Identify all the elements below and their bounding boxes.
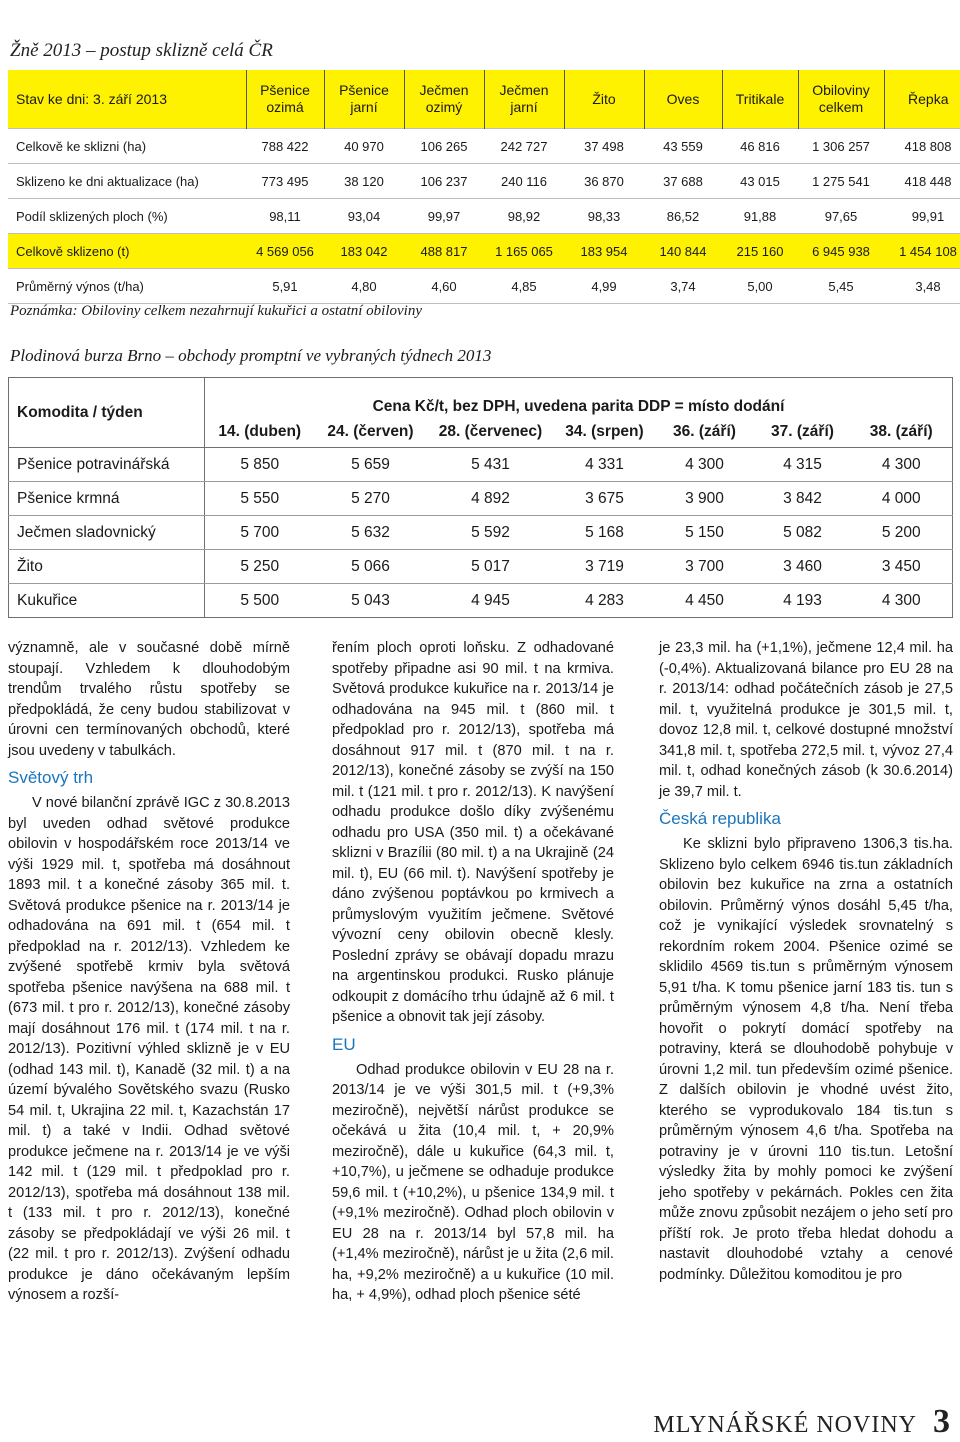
table-cell: 4,85 <box>484 269 564 304</box>
table-row-highlighted <box>8 234 960 269</box>
table-cell: 1 454 108 <box>884 234 960 269</box>
page-footer <box>653 1403 950 1441</box>
table-cell: 5 082 <box>755 516 851 550</box>
table-cell: 5 150 <box>655 516 755 550</box>
table-cell: 3 842 <box>755 482 851 516</box>
publication-name: MLYNÁŘSKÉ NOVINY <box>653 1412 917 1438</box>
harvest-title: Žně 2013 – postup sklizně celá ČR <box>10 40 273 61</box>
table-cell: 3 700 <box>655 550 755 584</box>
table-cell: 4 569 056 <box>246 234 324 269</box>
table-cell: 4 000 <box>851 482 953 516</box>
table-cell: 4 300 <box>655 448 755 482</box>
table-cell: 106 265 <box>404 129 484 164</box>
table-cell: 5 066 <box>315 550 427 584</box>
harvest-note: Poznámka: Obiloviny celkem nezahrnují kukuřici a ostatní obiloviny <box>10 303 422 319</box>
row-label: Pšenice potravinářská <box>9 448 205 482</box>
col-header: Žito <box>564 70 644 129</box>
table-row <box>9 516 953 550</box>
table-cell: 1 306 257 <box>798 129 884 164</box>
table-cell: 242 727 <box>484 129 564 164</box>
article-paragraph: Odhad produkce obilovin v EU 28 na r. 2013/14 je ve výši 301,5 mil. t (+9,3% meziročně), největší nárůst produkce se očekává u žita (10,4 mil. t, + 20,9% meziročně), dále u kukuřice (64,3 mil. t, +10,7%), u ječmene se odhaduje produkce 59,6 mil. t (+10,2%), u pšenice 134,9 mil. t (+9,1% meziročně). Odhad ploch obilovin v EU 28 na r. 2013/14 byl 57,8 mil. ha (+1,4% meziročně), nárůst je u žita (2,6 mil. ha, +9,2% meziročně) a u kukuřice (10 mil. ha, + 4,9%), odhad ploch pšenice sété <box>332 1061 614 1303</box>
harvest-header-row <box>8 70 960 129</box>
table-cell: 5 250 <box>205 550 315 584</box>
week-header: 34. (srpen) <box>555 417 655 448</box>
table-cell: 3 450 <box>851 550 953 584</box>
table-row <box>9 448 953 482</box>
table-cell: 3 719 <box>555 550 655 584</box>
table-cell: 418 808 <box>884 129 960 164</box>
table-cell: 5 659 <box>315 448 427 482</box>
article-paragraph: Ke sklizni bylo připraveno 1306,3 tis.ha. Sklizeno bylo celkem 6946 tis.tun základních obilovin bez kukuřice na zrna a ostatních obilovin. Průměrný výnos dosáhl 5,45 t/ha, což je vynikající výsledek srovnatelný s rekordním rokem 2004. Pšenice ozimé se sklidilo 4569 tis.tun s průměrným výnosem 5,91 t/ha. K tomu pšenice jarní 183 tis. tun s průměrným výnosem 4,8 t/ha. Není třeba hovořit o pokrytí domácí spotřeby na potraviny, která se dlouhodobě pohybuje v úrovni 1,2 mil. tun především ozimé pšenice. Z dalších obilovin je vhodné uvést žito, kterého se vyprodukovalo 184 tis.tun s průměrným výnosem 4,6 t/ha. Spotřeba na potraviny je v úrovni 110 tis.tun. Letošní výsledky žita by mohly pomoci ke zvýšení jeho spotřeby v pekárnách. Pokles cen žita může znovu způsobit nezájem o jeho setí pro příští rok. Je proto třeba hledat dohodu a nastavit dlouhodobé vztahy a cenové podmínky. Důležitou komoditou je pro <box>659 836 953 1283</box>
table-cell: 5,45 <box>798 269 884 304</box>
table-cell: 5 632 <box>315 516 427 550</box>
article-column-1 <box>8 638 290 1306</box>
table-cell: 4 315 <box>755 448 851 482</box>
table-cell: 183 042 <box>324 234 404 269</box>
heading-eu: EU <box>332 1034 356 1054</box>
table-cell: 4,80 <box>324 269 404 304</box>
table-cell: 46 816 <box>722 129 798 164</box>
exchange-table <box>8 377 953 618</box>
table-cell: 5 168 <box>555 516 655 550</box>
week-header: 28. (červenec) <box>427 417 555 448</box>
table-row <box>9 584 953 618</box>
exchange-header-row <box>9 378 953 418</box>
row-label: Pšenice krmná <box>9 482 205 516</box>
col-header: Pšenice jarní <box>324 70 404 129</box>
table-cell: 91,88 <box>722 199 798 234</box>
table-cell: 37 498 <box>564 129 644 164</box>
table-cell: 4 300 <box>851 448 953 482</box>
table-cell: 4 300 <box>881 591 921 609</box>
table-cell: 5 850 <box>205 448 315 482</box>
table-cell: 4 892 <box>427 482 555 516</box>
table-row <box>9 550 953 584</box>
table-cell: 98,33 <box>564 199 644 234</box>
row-label: Průměrný výnos (t/ha) <box>8 269 246 304</box>
table-cell: 5 550 <box>205 482 315 516</box>
table-cell: 37 688 <box>644 164 722 199</box>
table-cell: 5,00 <box>722 269 798 304</box>
col-header: Tritikale <box>722 70 798 129</box>
table-cell: 98,92 <box>484 199 564 234</box>
table-cell: 488 817 <box>404 234 484 269</box>
table-cell: 183 954 <box>564 234 644 269</box>
article-column-2 <box>332 638 614 1306</box>
table-cell: 38 120 <box>324 164 404 199</box>
table-cell: 99,97 <box>404 199 484 234</box>
table-cell: 5,91 <box>246 269 324 304</box>
row-label: Podíl sklizených ploch (%) <box>8 199 246 234</box>
week-header: 36. (září) <box>655 417 755 448</box>
row-label: Ječmen sladovnický <box>9 516 205 550</box>
week-header: 24. (červen) <box>315 417 427 448</box>
table-cell: 3,48 <box>884 269 960 304</box>
table-row <box>8 129 960 164</box>
table-cell: 6 945 938 <box>798 234 884 269</box>
table-row <box>8 269 960 304</box>
table-cell: 5 431 <box>427 448 555 482</box>
table-cell: 1 165 065 <box>484 234 564 269</box>
article-paragraph: V nové bilanční zprávě IGC z 30.8.2013 byl uveden odhad světové produkce obilovin v hospodářském roce 2013/14 ve výši 1929 mil. t, spotřeba má dosáhnout 1893 mil. t a konečné zásoby 365 mil. t. Světová produkce pšenice na r. 2013/14 je odhadována na 691 mil. t (654 mil. t předpoklad na r. 2012/13). Vzhledem ke zvýšené spotřebě krmiv byla světová spotřeba pšenice navýšena na 688 mil. t (673 mil. t pro r. 2012/13), konečné zásoby mají dosáhnout 176 mil. t (174 mil. t na r. 2012/13). Pozitivní výhled sklizně je v EU (odhad 143 mil. t), Kanadě (32 mil. t) a na území bývalého Sovětského svazu (Rusko 54 mil. t, Ukrajina 22 mil. t, Kazachstán 17 mil. t) a také v Indii. Odhad světové produkce ječmene na r. 2013/14 je ve výši 142 mil. t (129 mil. t předpoklad pro r. 2012/13), spotřeba má dosáhnout 138 mil. t (133 mil. t pro r. 2012/13), konečné zásoby se předpokládají ve výši 26 mil. t (22 mil. t pro r. 2012/13). Zvýšení odhadu produkce je dáno očekávaným lepším výnosem a rozší- <box>8 795 290 1303</box>
table-cell: 36 870 <box>564 164 644 199</box>
row-label: Žito <box>9 550 205 584</box>
table-cell: 43 559 <box>644 129 722 164</box>
table-row <box>9 482 953 516</box>
table-cell: 3 900 <box>655 482 755 516</box>
table-row <box>8 164 960 199</box>
exchange-title: Plodinová burza Brno – obchody promptní ve vybraných týdnech 2013 <box>10 346 492 365</box>
col-header: Řepka <box>884 70 960 129</box>
table-cell: 5 592 <box>427 516 555 550</box>
table-cell: 93,04 <box>324 199 404 234</box>
table-cell: 5 043 <box>351 591 390 609</box>
table-cell: 4 331 <box>555 448 655 482</box>
week-header: 38. (září) <box>851 417 953 448</box>
table-cell: 4 283 <box>585 591 624 609</box>
exchange-corner-label: Komodita / týden <box>9 378 205 448</box>
week-header: 14. (duben) <box>205 417 315 448</box>
table-row <box>8 199 960 234</box>
table-cell: 5 017 <box>427 550 555 584</box>
price-header: Cena Kč/t, bez DPH, uvedena parita DDP = místo dodání <box>372 398 785 415</box>
table-cell: 99,91 <box>884 199 960 234</box>
table-cell: 418 448 <box>884 164 960 199</box>
week-header: 37. (září) <box>755 417 851 448</box>
table-cell: 4 193 <box>783 591 822 609</box>
col-header: Ječmen ozimý <box>404 70 484 129</box>
table-cell: 4 945 <box>471 591 510 609</box>
table-cell: 140 844 <box>644 234 722 269</box>
article-paragraph: významně, ale v současné době mírně stoupají. Vzhledem k dlouhodobým trendům trvalého růstu spotřeby se předpokládá, že ceny budou stabilizovat v úrovni cen termínovaných obchodů, které jsou uvedeny v tabulkách. <box>8 640 290 759</box>
col-header: Pšenice ozimá <box>246 70 324 129</box>
table-cell: 240 116 <box>484 164 564 199</box>
row-label: Kukuřice <box>9 584 205 618</box>
page-number: 3 <box>933 1403 950 1440</box>
harvest-corner-label: Stav ke dni: 3. září 2013 <box>8 70 246 129</box>
table-cell: 3 675 <box>555 482 655 516</box>
table-cell: 5 700 <box>205 516 315 550</box>
col-header: Ječmen jarní <box>484 70 564 129</box>
table-cell: 773 495 <box>246 164 324 199</box>
row-label: Celkově ke sklizni (ha) <box>8 129 246 164</box>
table-cell: 5 200 <box>851 516 953 550</box>
table-cell: 4,60 <box>404 269 484 304</box>
row-label: Sklizeno ke dni aktualizace (ha) <box>8 164 246 199</box>
table-cell: 1 275 541 <box>798 164 884 199</box>
col-header: Oves <box>644 70 722 129</box>
article-column-3 <box>659 638 953 1285</box>
table-cell: 788 422 <box>246 129 324 164</box>
table-cell: 86,52 <box>644 199 722 234</box>
harvest-table <box>8 70 960 304</box>
table-cell: 3,74 <box>644 269 722 304</box>
table-cell: 5 270 <box>315 482 427 516</box>
table-cell: 4,99 <box>564 269 644 304</box>
table-cell: 5 500 <box>240 591 280 609</box>
table-cell: 43 015 <box>722 164 798 199</box>
table-cell: 98,11 <box>246 199 324 234</box>
row-label: Celkově sklizeno (t) <box>8 234 246 269</box>
article-paragraph: je 23,3 mil. ha (+1,1%), ječmene 12,4 mil. ha (-0,4%). Aktualizovaná bilance pro EU 28 na r. 2013/14: odhad počátečních zásob je 27,5 mil. t, využitelná produkce je 301,5 mil. t, dovoz 12,8 mil. t, celkové dostupné množství 341,8 mil. t, spotřeba 272,5 mil. t, vývoz 27,4 mil. t, odhad konečných zásob (k 30.6.2014) je 39,7 mil. t. <box>659 640 953 800</box>
table-cell: 4 450 <box>685 591 724 609</box>
heading-czech-republic: Česká republika <box>659 809 781 828</box>
table-cell: 40 970 <box>324 129 404 164</box>
table-cell: 3 460 <box>755 550 851 584</box>
table-cell: 215 160 <box>722 234 798 269</box>
col-header: Obiloviny celkem <box>798 70 884 129</box>
article-paragraph: řením ploch oproti loňsku. Z odhadované spotřeby připadne asi 90 mil. t na krmiva. Světová produkce kukuřice na r. 2013/14 je odhadována na 945 mil. t (860 mil. t předpoklad pro r. 2012/13), spotřeba má dosáhnout 917 mil. t (870 mil. t na r. 2012/13), konečné zásoby se zvýší na 150 mil. t (121 mil. t pro r. 2012/13). K navýšení odhadu produkce došlo díky zvýšenému odhadu pro USA (350 mil. t) a očekávané sklizni v Brazílii (80 mil. t) a na Ukrajině (24 mil. t), EU (66 mil. t). Navýšení spotřeby je dáno zvýšenou poptávkou po krmivech a průmyslovým využitím ječmene. Světové vývozní ceny obilovin obecně klesly. Poslední zprávy se obávají dopadu mrazu na argentinskou produkci. Rusko plánuje odkoupit z domácího trhu údajně až 6 mil. t pšenice a obnovit tak její zásoby. <box>332 640 614 1025</box>
table-cell: 97,65 <box>798 199 884 234</box>
heading-world-market: Světový trh <box>8 768 94 787</box>
table-cell: 106 237 <box>404 164 484 199</box>
